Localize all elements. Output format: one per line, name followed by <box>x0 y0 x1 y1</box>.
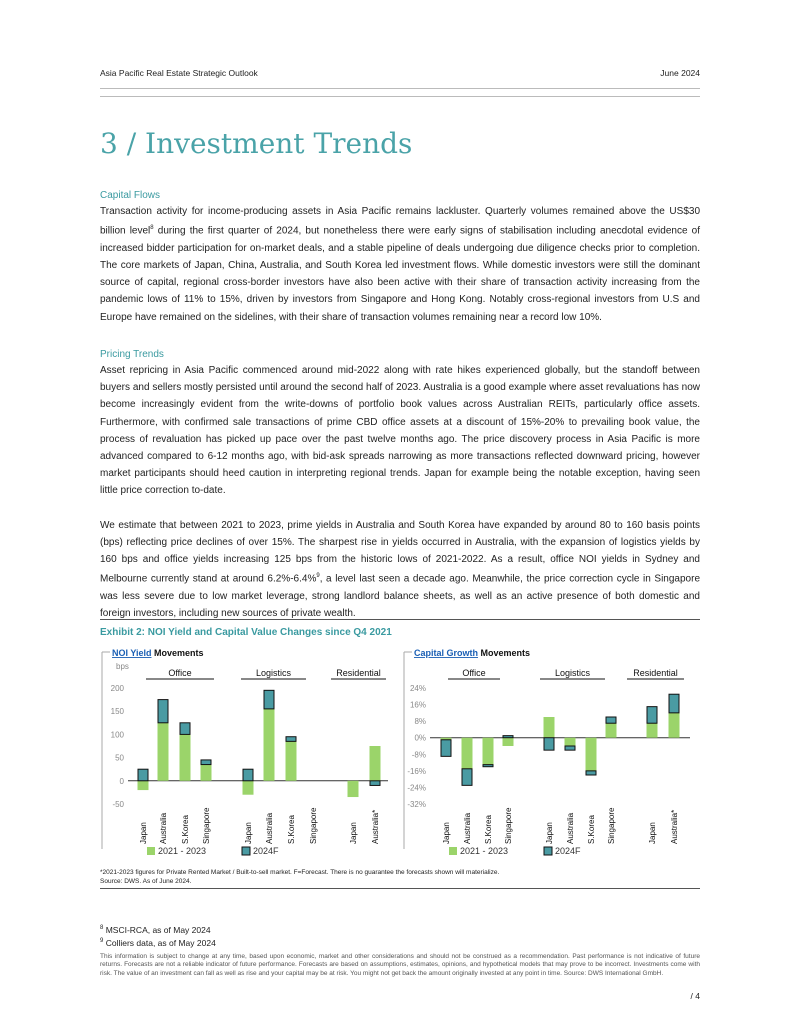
chart1-legend-swatch-2024f <box>242 847 250 855</box>
chart1-category-label: Australia* <box>371 809 380 844</box>
chart2-bar-2021-2023 <box>483 738 494 765</box>
chart2-title <box>414 648 530 658</box>
chart2-category-label: Japan <box>442 822 451 844</box>
chart2-category-label: Japan <box>545 822 554 844</box>
footnote-ref-8: 8 <box>150 225 154 232</box>
exhibit-source: Source: DWS. As of June 2024. <box>100 877 192 885</box>
chart1-category-label: Australia <box>159 812 168 844</box>
chart2-bar-2021-2023 <box>544 717 555 738</box>
chart1-bar-2021-2023 <box>201 765 212 781</box>
chart2-category-label: Australia* <box>670 809 679 844</box>
chart1-bar-2021-2023 <box>180 734 191 780</box>
chart2-category-label: Singapore <box>504 807 513 844</box>
chart2-ytick-label: 0% <box>414 733 426 743</box>
chart2-bar-2024f <box>647 707 657 724</box>
chart2-ytick-label: -8% <box>411 750 426 760</box>
chart1-title-highlight: NOI Yield <box>112 648 152 658</box>
pricing-trends-heading: Pricing Trends <box>100 349 164 360</box>
chart2-bar-2021-2023 <box>606 723 617 738</box>
footnotes <box>100 923 216 949</box>
running-header-date: June 2024 <box>660 68 700 78</box>
chart1-category-label: Japan <box>349 822 358 844</box>
chart1-ytick-label: 100 <box>110 730 124 740</box>
chart1-title <box>112 648 204 658</box>
footnote-9 <box>100 936 216 949</box>
chart1-legend-swatch-2021-2023 <box>147 847 155 855</box>
footnote-9-text: Colliers data, as of May 2024 <box>103 937 216 948</box>
chart2-legend-swatch-2021-2023 <box>449 847 457 855</box>
chart2-ytick-label: 24% <box>409 684 426 693</box>
chart2-category-label: Australia <box>463 812 472 844</box>
chart1-group-label: Office <box>168 668 192 678</box>
chart2-title-highlight: Capital Growth <box>414 648 479 658</box>
pricing-trends-text-a: We estimate that between 2021 to 2023, prime yields in Australia and South Korea have expanded by around 80 to 160 basis points (bps) reflecting price declines of over 15%. The sharpest rise in yields occurred in Australia, with the expansion of logistics yields by 160 bps and office yields increasing 125 bps from the historic lows of 2021-2022. As a result, office NOI yields in Sydney and Melbourne currently stand at around 6.2%-6.4% <box>100 519 700 585</box>
disclaimer: This information is subject to change at any time, based upon economic, market and other considerations and should not be construed as a recommendation. Past performance is not indicative of future returns. Forecasts are not a reliable indicator of future performance. Forecasts are based on assumptions, estimates, opinions, and hypothetical models that may prove to be incorrect. Investments come with risk. The value of an investment can fall as well as rise and your capital may be at risk. You might not get back the amount originally invested at any point in time. Source: DWS International GmbH. <box>100 953 700 977</box>
footnote-8-marker: 8 <box>100 925 104 931</box>
chart1-ytick-label: -50 <box>112 800 124 809</box>
chart1-ytick-label: 0 <box>119 776 124 786</box>
chart2-ytick-label: 8% <box>414 717 426 727</box>
chart2-bar-2024f <box>544 738 554 750</box>
chart1-bar-2024f <box>138 769 148 781</box>
running-header-title: Asia Pacific Real Estate Strategic Outlook <box>100 68 258 78</box>
chart1-bar-2021-2023 <box>370 746 381 781</box>
footnote-9-marker: 9 <box>100 937 104 944</box>
exhibit-title: Exhibit 2: NOI Yield and Capital Value Changes since Q4 2021 <box>100 627 392 638</box>
chart2-group-label: Logistics <box>554 668 591 678</box>
chart2-category-label: S.Korea <box>484 815 493 844</box>
chart1-bar-2024f <box>201 760 211 765</box>
chart2-bar-2021-2023 <box>647 723 658 738</box>
chart2-group-label: Residential <box>633 668 678 678</box>
chart1-category-label: Singapore <box>202 807 211 844</box>
capital-flows-text-a: Transaction activity for income-producing assets in Asia Pacific remains lackluster. Quarterly volumes remained above the US$30 billion level <box>100 206 700 237</box>
pricing-trends-text-b: , a level last seen a decade ago. Meanwhile, the price correction cycle in Singapore was less severe due to low market leverage, strong landlord balance sheets, as well as an active presence of both domestic and foreign investors, including new sources of private wealth. <box>100 573 701 619</box>
page-title: 3 / Investment Trends <box>100 127 413 160</box>
capital-flows-heading: Capital Flows <box>100 190 161 201</box>
chart1-category-label: Japan <box>244 822 253 844</box>
chart1-bar-2024f <box>158 700 168 723</box>
chart2-bar-2024f <box>462 769 472 786</box>
chart1-bar-2024f <box>286 737 296 742</box>
chart1-ylabel: bps <box>116 662 129 671</box>
chart2-bar-2024f <box>441 740 451 757</box>
chart1-bar-2024f <box>243 769 253 781</box>
chart1-group-label: Residential <box>336 668 381 678</box>
chart2-bar-2021-2023 <box>565 738 576 746</box>
page-number: / 4 <box>690 991 700 1001</box>
chart1-category-label: S.Korea <box>287 815 296 844</box>
chart2-bar-2024f <box>483 765 493 767</box>
chart1-bar-2021-2023 <box>264 709 275 781</box>
chart2-ytick-label: -24% <box>407 783 426 793</box>
chart2-bar-2024f <box>503 736 513 738</box>
chart2-bar-2024f <box>606 717 616 723</box>
chart2-category-label: Australia <box>566 812 575 844</box>
chart1-bar-2024f <box>180 723 190 735</box>
chart2-bar-2024f <box>565 746 575 750</box>
exhibit-forecast-note: *2021-2023 figures for Private Rented Market / Built-to-sell market. F=Forecast. There is no guarantee the forecasts shown will materialize. <box>100 869 500 876</box>
chart1-bar-2021-2023 <box>138 781 149 790</box>
chart2-bar-2024f <box>586 771 596 775</box>
chart2-bar-2021-2023 <box>586 738 597 771</box>
chart1-bar-2021-2023 <box>348 781 359 797</box>
chart1-bar-2024f <box>370 781 380 786</box>
chart2-legend-label-2024f: 2024F <box>555 846 581 856</box>
chart2-category-label: S.Korea <box>587 815 596 844</box>
chart2-title-rest: Movements <box>478 648 531 658</box>
chart1-bar-2021-2023 <box>243 781 254 795</box>
pricing-trends-paragraph-1: Asset repricing in Asia Pacific commenced around mid-2022 along with rate hikes experienced globally, but the standoff between buyers and sellers mostly persisted until around the second half of 2023. Australia is a good example where asset revaluations has now become increasingly evident from the write-downs of portfolio book values across Australian REITs, particularly office assets. Furthermore, with confirmed sale transactions of prime CBD office assets at a discount of 15%-20% to prevailing book value, the process of revaluation has picked up pace over the past twelve months ago. The price discovery process in Asia Pacific is more advanced compared to 6-12 months ago, with bid-ask spreads narrowing as more transactions reflected downward pricing, however market participants should heed caution in interpreting regional trends. Japan for example being the notable exception, having seen little price correction to-date. <box>100 365 700 497</box>
chart1-bar-2021-2023 <box>286 741 297 780</box>
chart2-ytick-label: -16% <box>407 766 426 776</box>
exhibit-note <box>100 869 499 886</box>
chart1-bar-2021-2023 <box>158 723 169 781</box>
capital-flows-text-b: during the first quarter of 2024, but nonetheless there were early signs of stabilisation including anecdotal evidence of increased bidder participation for on-market deals, and a stable pipeline of deals undergoing due diligence checks prior to completion. The core markets of Japan, China, Australia, and South Korea led investment flows. While domestic investors were still the dominant source of capital, regional cross-border investors have also been active with their share of transaction activity increasing from the pandemic lows of 11% to 15%, driven by investors from Singapore and Hong Kong. Notably cross-regional investors from U.S and Europe have remained on the sidelines, with their share of transaction volumes remaining near a record low 10%. <box>100 225 700 323</box>
chart1-category-label: Australia <box>265 812 274 844</box>
chart1-ytick-label: 200 <box>110 684 124 693</box>
chart2-category-label: Japan <box>648 822 657 844</box>
chart2-bar-2024f <box>669 694 679 713</box>
footnote-ref-9: 9 <box>316 573 320 580</box>
chart2-group-label: Office <box>462 668 486 678</box>
chart2-legend-label-2021-2023: 2021 - 2023 <box>460 846 509 856</box>
exhibit-bottom-rule <box>100 888 700 889</box>
footnote-8-text: MSCI-RCA, as of May 2024 <box>103 924 211 935</box>
chart1-title-rest: Movements <box>151 648 204 658</box>
chart1-legend-label-2021-2023: 2021 - 2023 <box>158 846 207 856</box>
chart1-ytick-label: 150 <box>110 707 124 717</box>
footnote-8 <box>100 923 216 936</box>
chart2-legend-swatch-2024f <box>544 847 552 855</box>
chart2-ytick-label: 16% <box>409 700 426 710</box>
chart2-bar-2021-2023 <box>669 713 680 738</box>
chart2-category-label: Singapore <box>607 807 616 844</box>
chart2-bar-2021-2023 <box>462 738 473 769</box>
chart1-group-label: Logistics <box>255 668 292 678</box>
chart1-category-label: Singapore <box>309 807 318 844</box>
chart1-legend-label-2024f: 2024F <box>253 846 279 856</box>
chart1-category-label: Japan <box>139 822 148 844</box>
chart1-ytick-label: 50 <box>115 753 124 763</box>
chart1-category-label: S.Korea <box>181 815 190 844</box>
chart2-bar-2021-2023 <box>503 738 514 746</box>
chart1-bar-2024f <box>264 690 274 709</box>
chart2-ytick-label: -32% <box>407 800 426 809</box>
